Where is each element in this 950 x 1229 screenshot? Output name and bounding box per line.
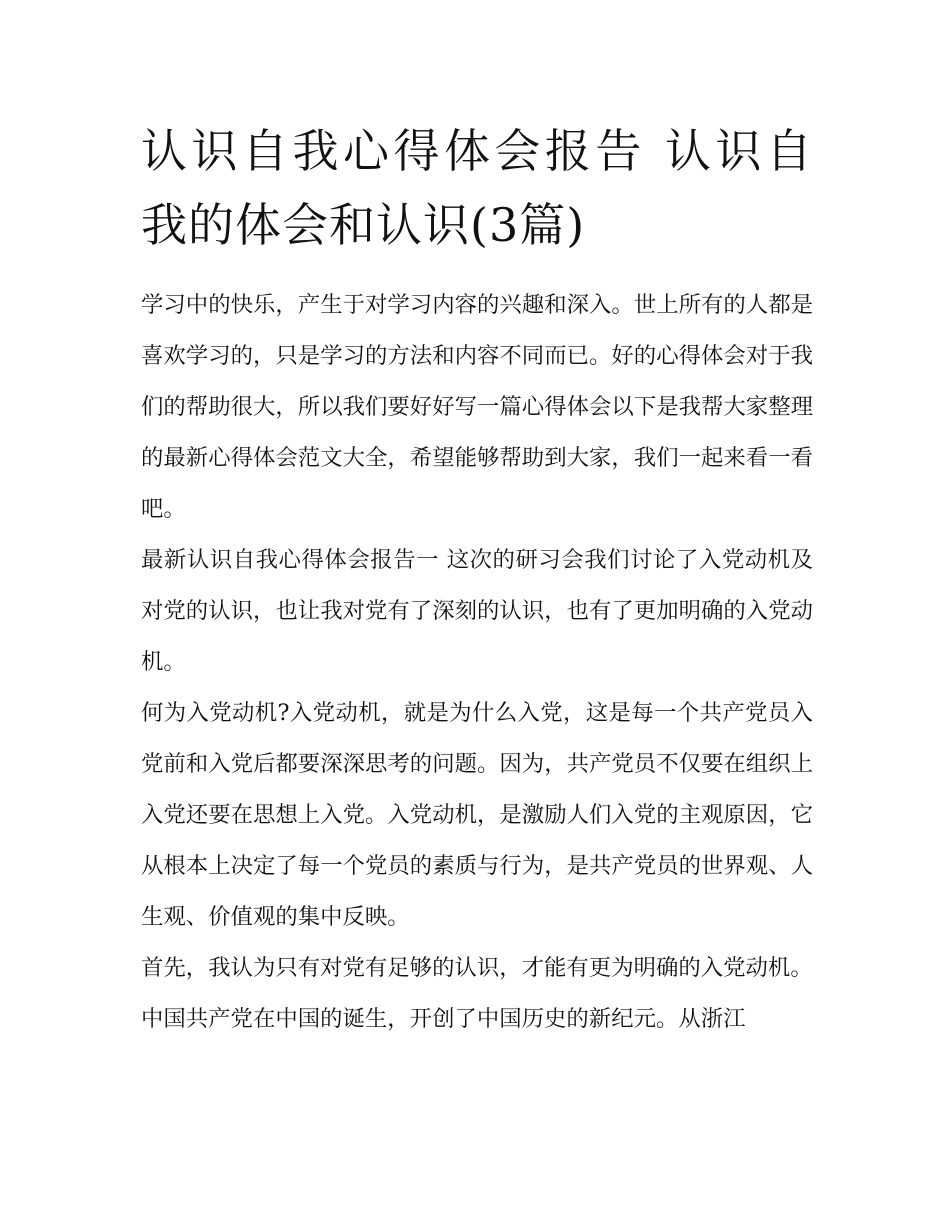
document-title: 认识自我心得体会报告 认识自我的体会和认识(3篇) (141, 124, 813, 252)
document-content (141, 114, 813, 1045)
paragraph: 最新认识自我心得体会报告一 这次的研习会我们讨论了入党动机及对党的认识，也让我对党有了深刻的认识，也有了更加明确的入党动机。 (141, 547, 813, 675)
paragraph: 首先，我认为只有对党有足够的认识，才能有更为明确的入党动机。 (141, 955, 813, 981)
document-body (141, 280, 813, 1045)
paragraph: 学习中的快乐，产生于对学习内容的兴趣和深入。世上所有的人都是喜欢学习的，只是学习的方法和内容不同而已。好的心得体会对于我们的帮助很大，所以我们要好好写一篇心得体会以下是我帮大家整理的最新心得体会范文大全，希望能够帮助到大家，我们一起来看一看吧。 (141, 292, 813, 522)
paragraph: 何为入党动机?入党动机，就是为什么入党，这是每一个共产党员入党前和入党后都要深深思考的问题。因为，共产党员不仅要在组织上入党还要在思想上入党。入党动机，是激励人们入党的主观原因，它从根本上决定了每一个党员的素质与行为，是共产党员的世界观、人生观、价值观的集中反映。 (141, 700, 813, 930)
paragraph: 中国共产党在中国的诞生，开创了中国历史的新纪元。从浙江 (141, 1006, 746, 1032)
